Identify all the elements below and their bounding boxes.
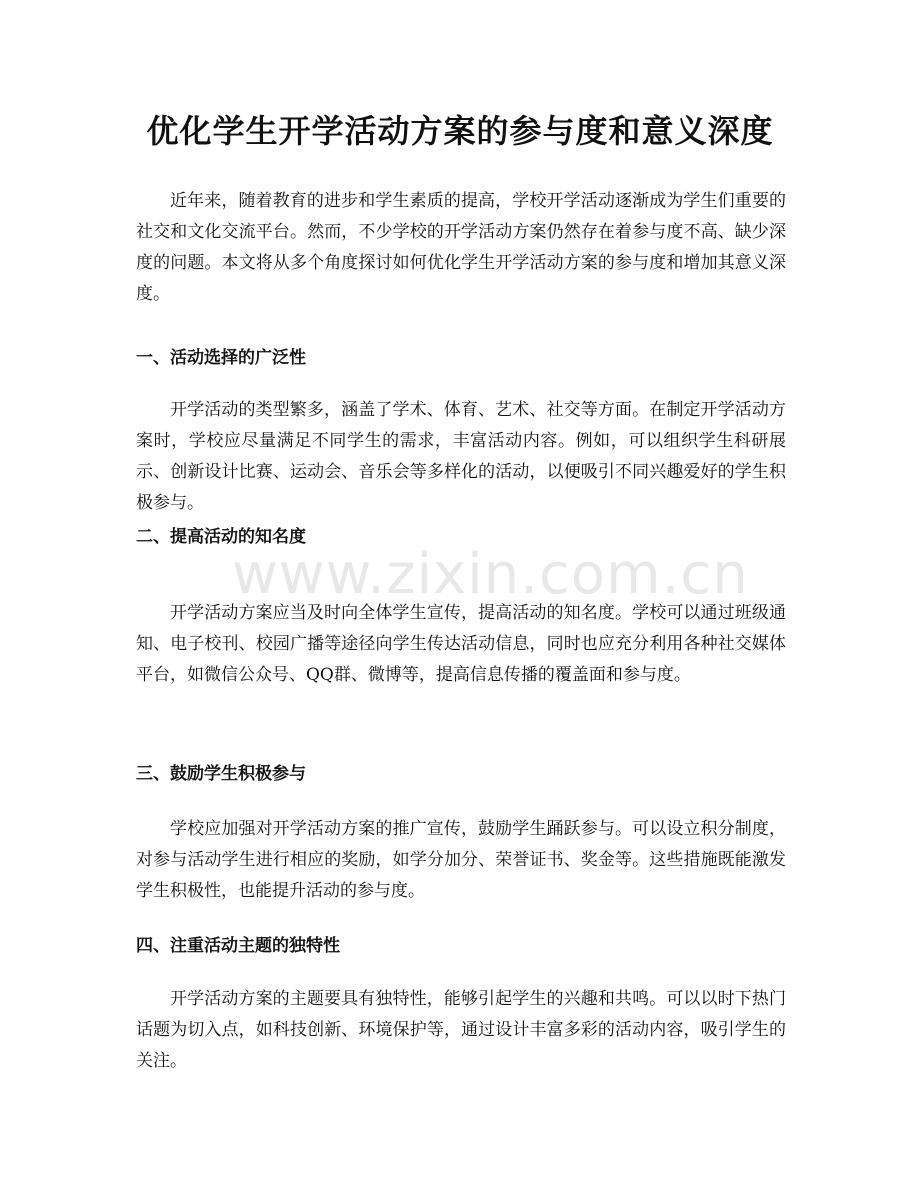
section-heading-1: 一、活动选择的广泛性 xyxy=(136,348,306,368)
section-heading-2: 二、提高活动的知名度 xyxy=(136,527,306,547)
section-body-2: 开学活动方案应当及时向全体学生宣传，提高活动的知名度。学校可以通过班级通知、电子校刊、校园广播等途径向学生传达活动信息，同时也应充分利用各种社交媒体平台，如微信公众号、QQ群、微博等，提高信息传播的覆盖面和参与度。 xyxy=(136,603,786,685)
section-heading-4: 四、注重活动主题的独特性 xyxy=(136,936,340,956)
intro-paragraph: 近年来，随着教育的进步和学生素质的提高，学校开学活动逐渐成为学生们重要的社交和文化交流平台。然而，不少学校的开学活动方案仍然存在着参与度不高、缺少深度的问题。本文将从多个角度探讨如何优化学生开学活动方案的参与度和增加其意义深度。 xyxy=(136,191,786,304)
watermark: www.zixin.com.cn xyxy=(232,542,749,607)
section-body-1: 开学活动的类型繁多，涵盖了学术、体育、艺术、社交等方面。在制定开学活动方案时，学校应尽量满足不同学生的需求，丰富活动内容。例如，可以组织学生科研展示、创新设计比赛、运动会、音乐会等多样化的活动，以便吸引不同兴趣爱好的学生积极参与。 xyxy=(136,400,786,513)
document-title: 优化学生开学活动方案的参与度和意义深度 xyxy=(146,112,774,150)
section-body-4: 开学活动方案的主题要具有独特性，能够引起学生的兴趣和共鸣。可以以时下热门话题为切入点，如科技创新、环境保护等，通过设计丰富多彩的活动内容，吸引学生的关注。 xyxy=(136,989,786,1071)
section-body-3: 学校应加强对开学活动方案的推广宣传，鼓励学生踊跃参与。可以设立积分制度，对参与活动学生进行相应的奖励，如学分加分、荣誉证书、奖金等。这些措施既能激发学生积极性，也能提升活动的参与度。 xyxy=(136,819,786,901)
section-heading-3: 三、鼓励学生积极参与 xyxy=(136,764,306,784)
